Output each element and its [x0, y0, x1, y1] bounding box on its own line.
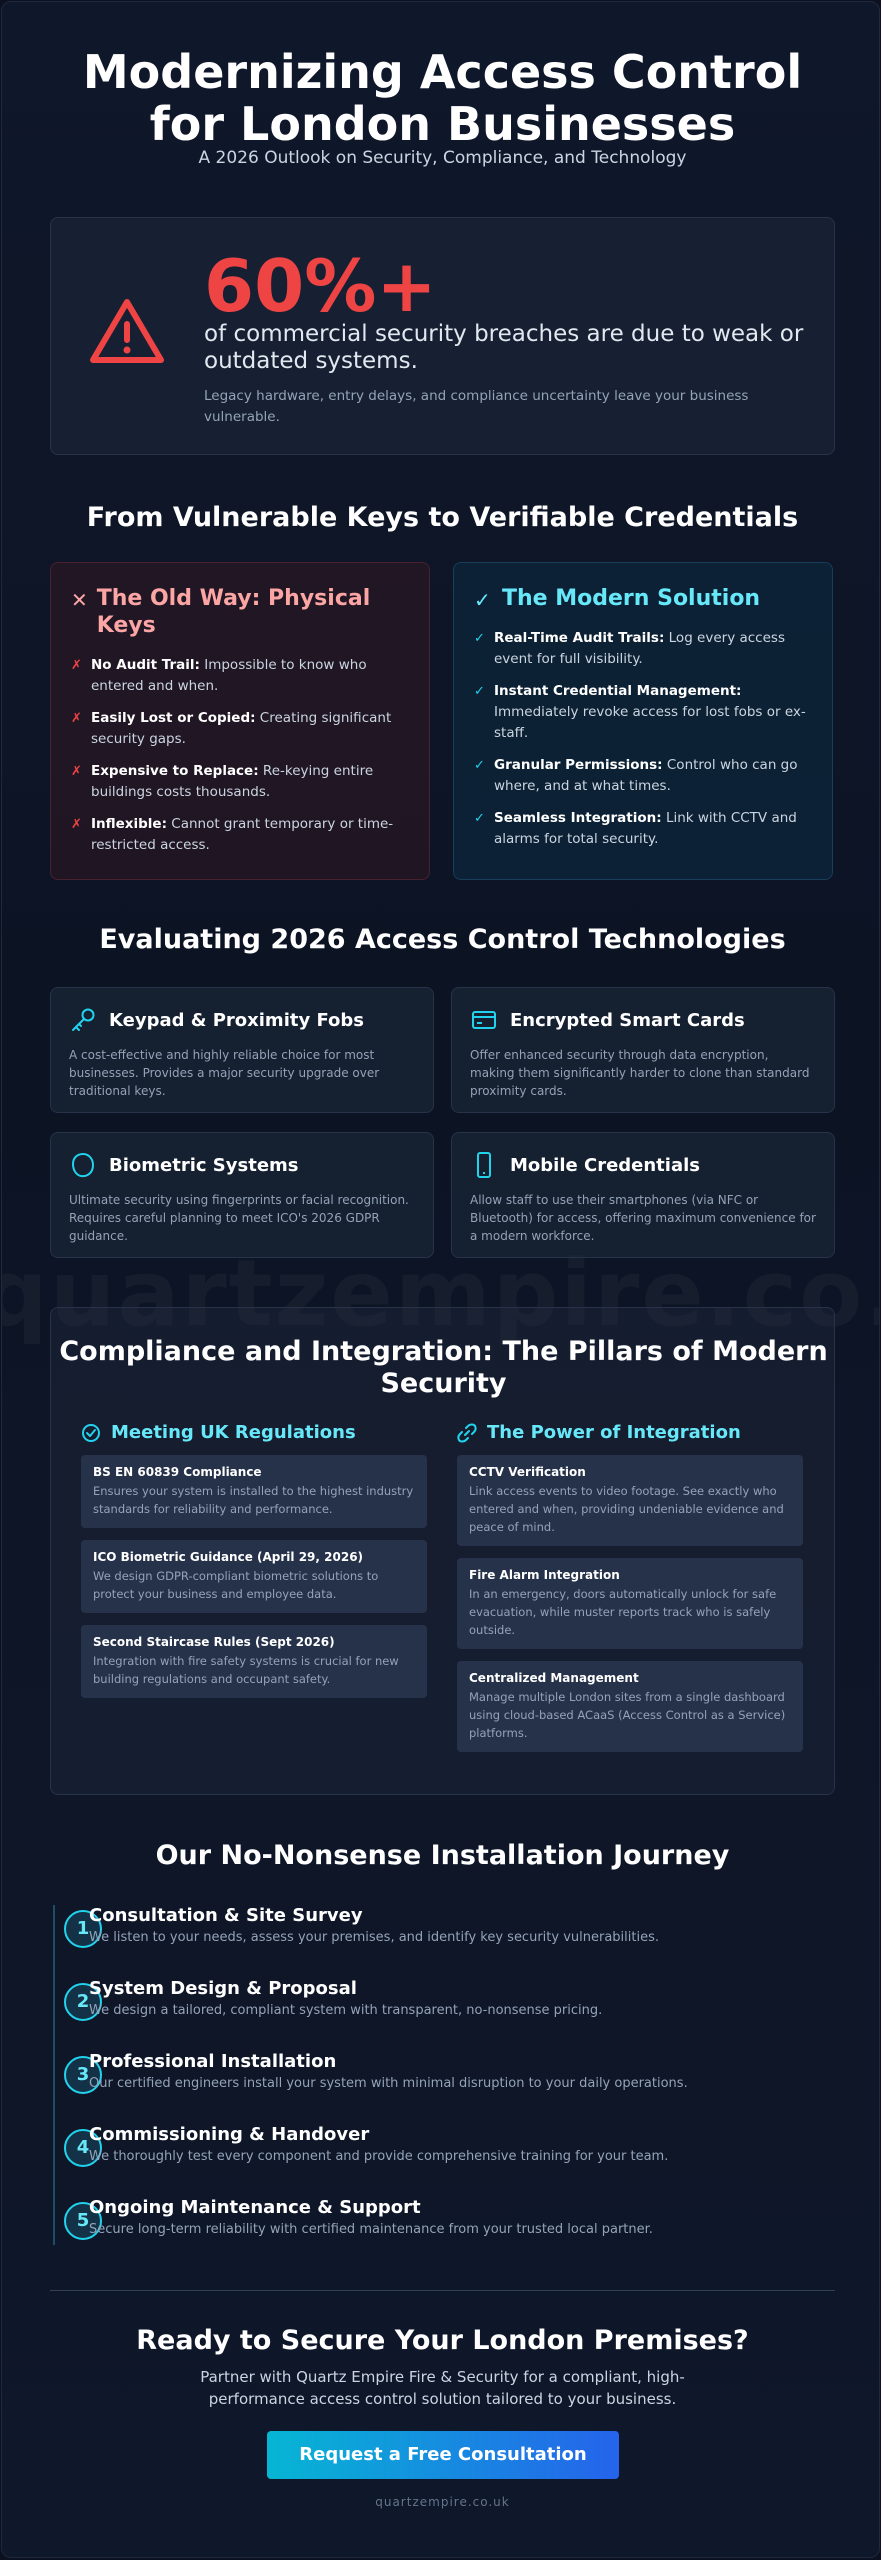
stat-value: 60%+: [204, 244, 437, 328]
tech-desc: A cost-effective and highly reliable choice for most businesses. Provides a major security upgrade over traditional keys.: [69, 1048, 380, 1098]
list-item: ✗ Easily Lost or Copied: Creating significant security gaps.: [71, 708, 409, 750]
comparison-title: From Vulnerable Keys to Verifiable Credentials: [86, 502, 799, 533]
check-mark-icon: ✓: [474, 631, 485, 646]
tech-card-smart-cards: [451, 987, 835, 1113]
check-icon: ✓: [474, 588, 491, 612]
regulation-item: [81, 1540, 427, 1613]
step-title: Consultation & Site Survey: [89, 1905, 363, 1926]
integration-item-title: CCTV Verification: [469, 1465, 586, 1479]
page-subtitle: A 2026 Outlook on Security, Compliance, and Technology: [198, 148, 687, 168]
check-mark-icon: ✓: [474, 758, 485, 773]
smartphone-icon: [470, 1151, 498, 1179]
footer-url[interactable]: quartzempire.co.uk: [375, 2495, 510, 2509]
old-way-title: The Old Way: Physical Keys: [96, 586, 371, 638]
integration-column: [457, 1422, 803, 1764]
stat-text: of commercial security breaches are due to weak or outdated systems.: [204, 321, 804, 374]
key-icon: [69, 1006, 97, 1034]
timeline-line: [53, 1905, 55, 2245]
cross-mark-icon: ✗: [71, 764, 82, 779]
page-title: Modernizing Access Control for London Businesses: [82, 45, 803, 151]
regulation-desc: We design GDPR-compliant biometric solutions to protect your business and employee data.: [93, 1569, 379, 1601]
modern-solution-card: [453, 562, 833, 880]
step-number: 4: [64, 2129, 102, 2167]
tech-desc: Offer enhanced security through data encryption, making them significantly harder to clone than standard proximity cards.: [470, 1048, 810, 1098]
integration-item: [457, 1558, 803, 1649]
stat-card: [50, 217, 835, 455]
step-title: Professional Installation: [89, 2051, 337, 2072]
pillars-section: [50, 1307, 835, 1795]
tech-card-mobile: [451, 1132, 835, 1258]
list-item: ✗ Expensive to Replace: Re-keying entire buildings costs thousands.: [71, 761, 409, 803]
integration-item-desc: Manage multiple London sites from a single dashboard using cloud-based ACaaS (Access Control as a Service) platforms.: [469, 1690, 786, 1740]
regulation-item: [81, 1455, 427, 1528]
list-item: ✓ Instant Credential Management: Immediately revoke access for lost fobs or ex-staff.: [474, 681, 812, 744]
step-desc: We thoroughly test every component and provide comprehensive training for your team.: [89, 2149, 669, 2164]
request-consultation-button[interactable]: Request a Free Consultation: [267, 2431, 619, 2479]
step-desc: We design a tailored, compliant system with transparent, no-nonsense pricing.: [89, 2003, 603, 2018]
divider: [50, 2290, 835, 2291]
integration-item-title: Fire Alarm Integration: [469, 1568, 620, 1582]
check-mark-icon: ✓: [474, 684, 485, 699]
integration-item-title: Centralized Management: [469, 1671, 639, 1685]
tech-title: Biometric Systems: [109, 1154, 299, 1176]
list-item: ✗ Inflexible: Cannot grant temporary or time-restricted access.: [71, 814, 409, 856]
link-icon: [457, 1423, 477, 1443]
step-desc: Secure long-term reliability with certified maintenance from your trusted local partner.: [89, 2222, 653, 2237]
tech-card-keypad: [50, 987, 434, 1113]
step-number: 2: [64, 1983, 102, 2021]
integration-item-desc: In an emergency, doors automatically unlock for safe evacuation, while muster reports track who is safely outside.: [469, 1587, 777, 1637]
badge-check-icon: [81, 1423, 101, 1443]
warning-triangle-icon: [87, 296, 167, 368]
tech-desc: Allow staff to use their smartphones (via NFC or Bluetooth) for access, offering maximum convenience for a modern workforce.: [470, 1193, 816, 1243]
tech-title: Mobile Credentials: [510, 1154, 700, 1176]
check-mark-icon: ✓: [474, 811, 485, 826]
integration-item-desc: Link access events to video footage. See exactly who entered and when, providing undeniable evidence and peace of mind.: [469, 1484, 784, 1534]
tech-title: Keypad & Proximity Fobs: [109, 1009, 364, 1031]
list-item: ✓ Granular Permissions: Control who can go where, and at what times.: [474, 755, 812, 797]
technologies-title: Evaluating 2026 Access Control Technologies: [99, 924, 786, 955]
integration-item: [457, 1455, 803, 1546]
regulation-title: ICO Biometric Guidance (April 29, 2026): [93, 1550, 364, 1564]
step-desc: We listen to your needs, assess your premises, and identify key security vulnerabilities.: [89, 1930, 659, 1945]
pillars-title: Compliance and Integration: The Pillars of Modern Security: [59, 1336, 828, 1399]
step-number: 3: [64, 2056, 102, 2094]
integration-item: [457, 1661, 803, 1752]
x-icon: ✕: [71, 588, 88, 612]
regulation-title: BS EN 60839 Compliance: [93, 1465, 262, 1479]
tech-card-biometric: [50, 1132, 434, 1258]
integration-title: The Power of Integration: [487, 1422, 741, 1443]
cross-mark-icon: ✗: [71, 658, 82, 673]
step-desc: Our certified engineers install your system with minimal disruption to your daily operations.: [89, 2076, 688, 2091]
old-way-card: [50, 562, 430, 880]
regulation-title: Second Staircase Rules (Sept 2026): [93, 1635, 335, 1649]
journey-title: Our No-Nonsense Installation Journey: [155, 1840, 730, 1871]
card-icon: [470, 1006, 498, 1034]
list-item: ✓ Seamless Integration: Link with CCTV and alarms for total security.: [474, 808, 812, 850]
regulations-column: [81, 1422, 427, 1710]
step-number: 1: [64, 1910, 102, 1948]
fingerprint-icon: [69, 1151, 97, 1179]
regulation-desc: Integration with fire safety systems is crucial for new building regulations and occupant safety.: [93, 1654, 399, 1686]
cta-title: Ready to Secure Your London Premises?: [136, 2325, 749, 2356]
cross-mark-icon: ✗: [71, 817, 82, 832]
list-item: ✗ No Audit Trail: Impossible to know who entered and when.: [71, 655, 409, 697]
list-item: ✓ Real-Time Audit Trails: Log every access event for full visibility.: [474, 628, 812, 670]
stat-note: Legacy hardware, entry delays, and compliance uncertainty leave your business vulnerable.: [204, 388, 749, 425]
regulations-title: Meeting UK Regulations: [111, 1422, 356, 1443]
tech-title: Encrypted Smart Cards: [510, 1009, 745, 1031]
regulation-desc: Ensures your system is installed to the highest industry standards for reliability and performance.: [93, 1484, 414, 1516]
tech-desc: Ultimate security using fingerprints or facial recognition. Requires careful planning to meet ICO's 2026 GDPR guidance.: [69, 1193, 409, 1243]
step-title: System Design & Proposal: [89, 1978, 357, 1999]
step-title: Commissioning & Handover: [89, 2124, 370, 2145]
infographic-page: [1, 1, 880, 2558]
step-title: Ongoing Maintenance & Support: [89, 2197, 421, 2218]
cross-mark-icon: ✗: [71, 711, 82, 726]
cta-text: Partner with Quartz Empire Fire & Security for a compliant, high-performance access control solution tailored to your business.: [200, 2368, 685, 2408]
regulation-item: [81, 1625, 427, 1698]
step-number: 5: [64, 2202, 102, 2240]
modern-solution-title: The Modern Solution: [502, 586, 761, 611]
